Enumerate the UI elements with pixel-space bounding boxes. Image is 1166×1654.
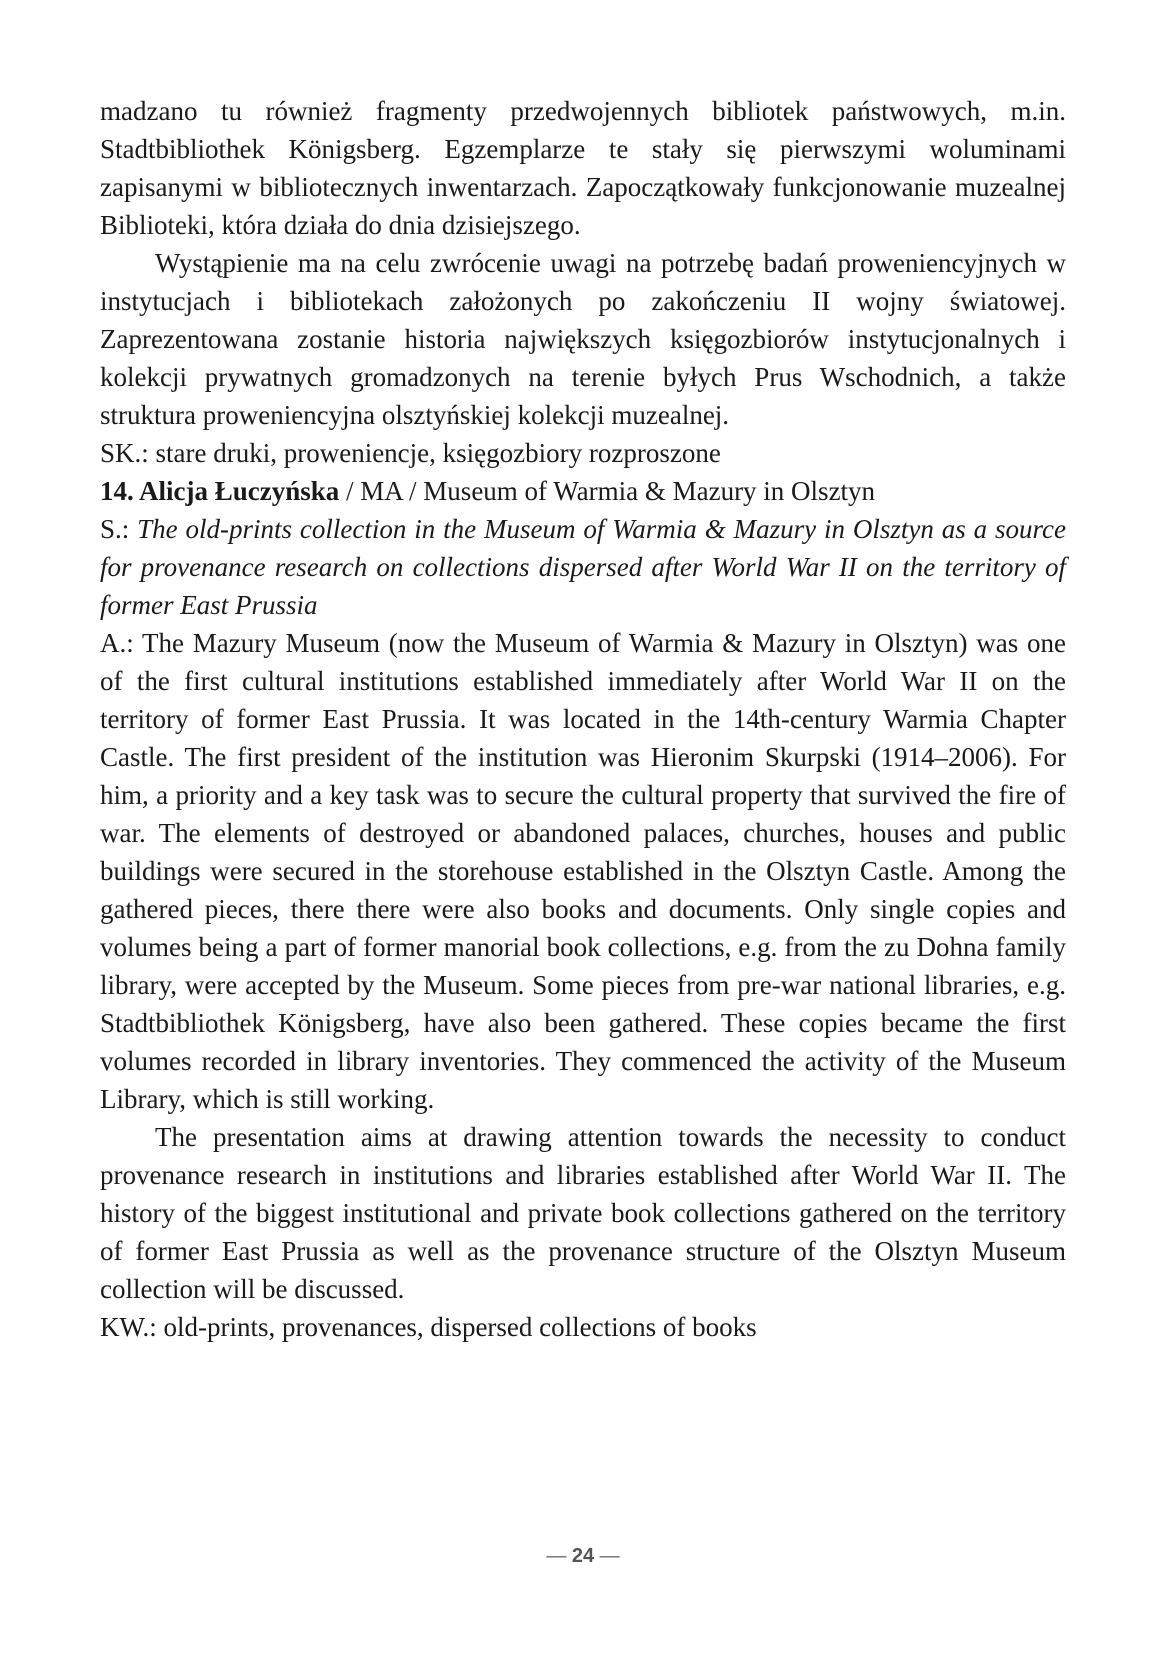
polish-keywords: SK.: stare druki, proweniencje, księgozbiory rozproszone: [100, 438, 721, 468]
page-number-dash-right: —: [594, 1545, 620, 1567]
page-number-footer: [0, 1545, 1166, 1568]
entry-paragraph: The presentation aims at drawing attention towards the necessity to conduct provenance research in institutions and libraries established after World War II. The history of the biggest institutional and private book collections gathered on the territory of former East Prussia as well as the provenance structure of the Olsztyn Museum collection will be discussed.: [100, 1122, 1066, 1304]
polish-paragraph: Wystąpienie ma na celu zwrócenie uwagi na potrzebę badań proweniencyjnych w instytucjach i bibliotekach założonych po zakończeniu II wojny światowej. Zaprezentowana zostanie historia największych księgozbiorów instytucjonalnych i kolekcji prywatnych gromadzonych na terenie byłych Prus Wschodnich, a także struktura proweniencyjna olsztyńskiej kolekcji muzealnej.: [100, 248, 1066, 430]
document-page: [100, 92, 1066, 1346]
entry-affiliation: / MA / Museum of Warmia & Mazury in Olsztyn: [339, 476, 876, 506]
page-number: 24: [571, 1545, 595, 1567]
subject-prefix: S.:: [100, 514, 138, 544]
subject-title: The old-prints collection in the Museum of Warmia & Mazury in Olsztyn as a source for provenance research on collections dispersed after World War II on the territory of former East Prussia: [100, 514, 1066, 620]
entry-subject: [100, 510, 1066, 624]
entry-keywords: KW.: old-prints, provenances, dispersed collections of books: [100, 1312, 757, 1342]
entry-abstract: A.: The Mazury Museum (now the Museum of Warmia & Mazury in Olsztyn) was one of the first cultural institutions established immediately after World War II on the territory of former East Prussia. It was located in the 14th-century Warmia Chapter Castle. The first president of the institution was Hieronim Skurpski (1914–2006). For him, a priority and a key task was to secure the cultural property that survived the fire of war. The elements of destroyed or abandoned palaces, churches, houses and public buildings were secured in the storehouse established in the Olsztyn Castle. Among the gathered pieces, there there were also books and documents. Only single copies and volumes being a part of former manorial book collections, e.g. from the zu Dohna family library, were accepted by the Museum. Some pieces from pre-war national libraries, e.g. Stadtbibliothek Königsberg, have also been gathered. These copies became the first volumes recorded in library inventories. They commenced the activity of the Museum Library, which is still working.: [100, 628, 1066, 1114]
page-number-dash-left: —: [546, 1545, 572, 1567]
entry-heading: [100, 472, 1066, 510]
polish-continuation: madzano tu również fragmenty przedwojennych bibliotek państwowych, m.in. Stadtbibliothek Königsberg. Egzemplarze te stały się pierwszymi woluminami zapisanymi w bibliotecznych inwentarzach. Zapoczątkowały funkcjonowanie muzealnej Biblioteki, która działa do dnia dzisiejszego.: [100, 96, 1066, 240]
entry-author: 14. Alicja Łuczyńska: [100, 476, 340, 506]
